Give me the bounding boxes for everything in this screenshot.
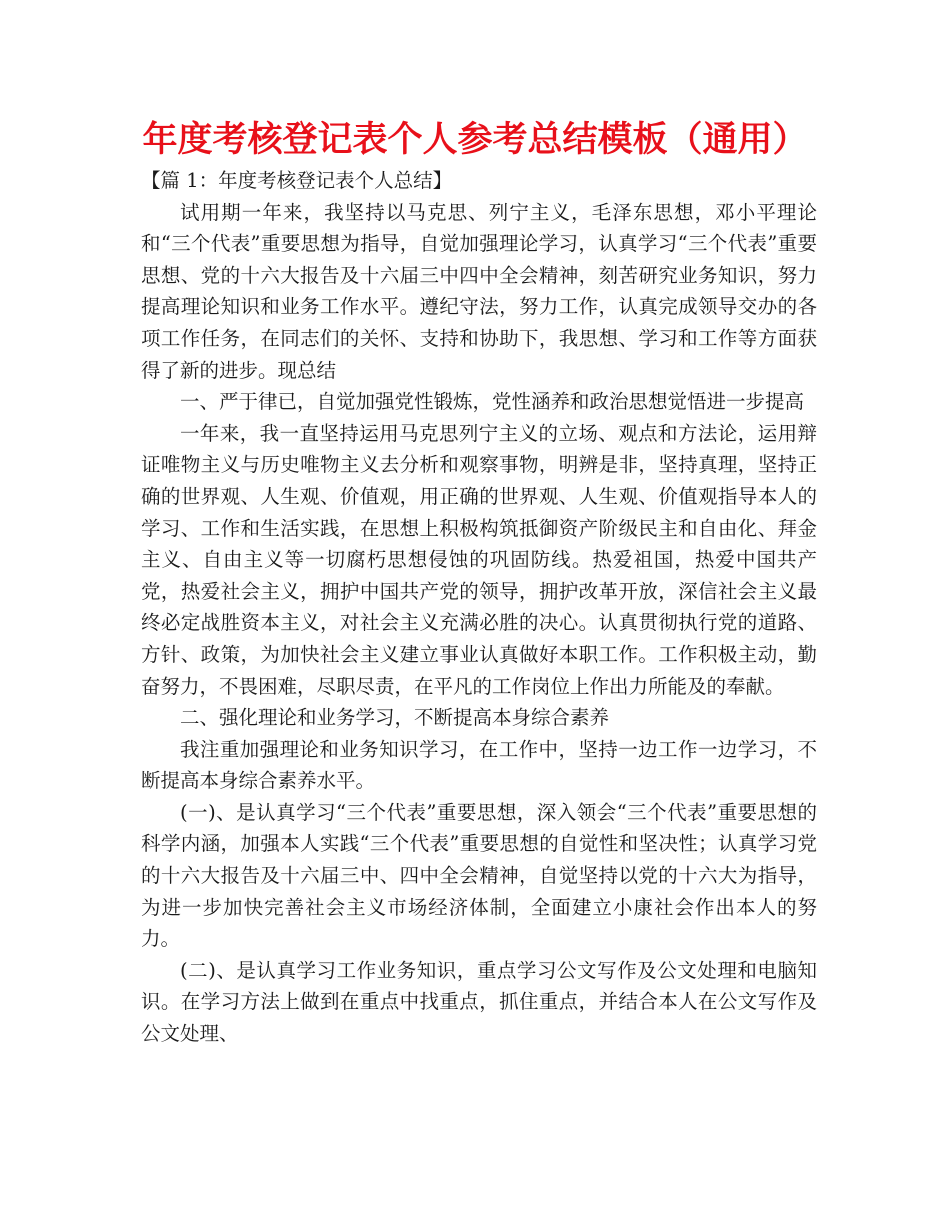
subheading-1: 一、严于律已，自觉加强党性锻炼，党性涵养和政治思想觉悟进一步提高 <box>180 390 805 414</box>
document-title: 年度考核登记表个人参考总结模板（通用） <box>142 120 808 160</box>
paragraph-2: 我注重加强理论和业务知识学习，在工作中，坚持一边工作一边学习，不断提高本身综合素养水平。 <box>141 737 817 793</box>
section-heading: 【篇 1：年度考核登记表个人总结】 <box>141 169 453 192</box>
paragraph-2-2: (二)、是认真学习工作业务知识，重点学习公文写作及公文处理和电脑知识。在学习方法上做到在重点中找重点，抓住重点，并结合本人在公文写作及公文处理、 <box>141 958 817 1046</box>
paragraph-intro: 试用期一年来，我坚持以马克思、列宁主义，毛泽东思想，邓小平理论和“三个代表”重要思想为指导，自觉加强理论学习，认真学习“三个代表”重要思想、党的十六大报告及十六届三中四中全会精神，刻苦研究业务知识，努力提高理论知识和业务工作水平。遵纪守法，努力工作，认真完成领导交办的各项工作任务，在同志们的关怀、支持和协助下，我思想、学习和工作等方面获得了新的进步。现总结 <box>141 200 817 382</box>
paragraph-2-1: (一)、是认真学习“三个代表”重要思想，深入领会“三个代表”重要思想的科学内涵，加强本人实践“三个代表”重要思想的自觉性和坚决性；认真学习党的十六大报告及十六届三中、四中全会精神，自觉坚持以党的十六大为指导，为进一步加快完善社会主义市场经济体制，全面建立小康社会作出本人的努力。 <box>141 800 817 951</box>
document-body <box>141 165 817 1050</box>
paragraph-1: 一年来，我一直坚持运用马克思列宁主义的立场、观点和方法论，运用辩证唯物主义与历史唯物主义去分析和观察事物，明辨是非，坚持真理，坚持正确的世界观、人生观、价值观，用正确的世界观、人生观、价值观指导本人的学习、工作和生活实践，在思想上积极构筑抵御资产阶级民主和自由化、拜金主义、自由主义等一切腐朽思想侵蚀的巩固防线。热爱祖国，热爱中国共产党，热爱社会主义，拥护中国共产党的领导，拥护改革开放，深信社会主义最终必定战胜资本主义，对社会主义充满必胜的决心。认真贯彻执行党的道路、方针、政策，为加快社会主义建立事业认真做好本职工作。工作积极主动，勤奋努力，不畏困难，尽职尽责，在平凡的工作岗位上作出力所能及的奉献。 <box>141 421 817 698</box>
subheading-2: 二、强化理论和业务学习，不断提高本身综合素养 <box>180 706 610 730</box>
